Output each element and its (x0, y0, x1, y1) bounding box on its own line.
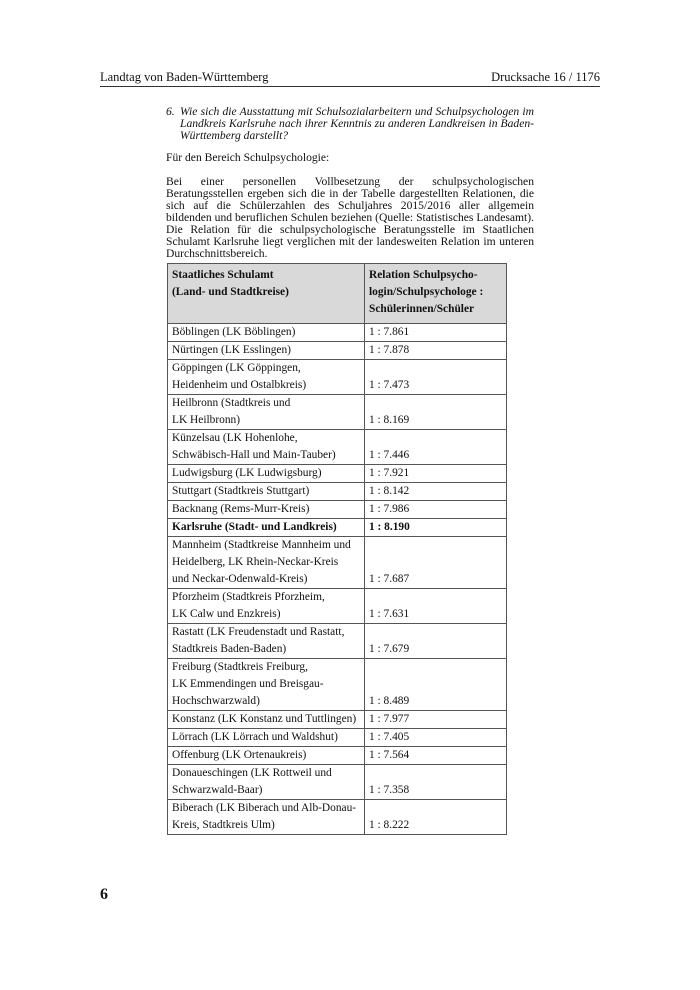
table-row (168, 483, 507, 501)
table-row (168, 765, 507, 800)
school-office-line: Pforzheim (Stadtkreis Pforzheim, (172, 591, 325, 603)
table-row (168, 747, 507, 765)
school-office-line: Kreis, Stadtkreis Ulm) (172, 819, 275, 831)
relation-cell: 1 : 8.142 (365, 483, 507, 501)
page-number: 6 (100, 886, 108, 903)
school-office-line: Konstanz (LK Konstanz und Tuttlingen) (172, 713, 357, 725)
school-office-line: Biberach (LK Biberach und Alb-Donau- (172, 802, 357, 814)
school-office-cell (168, 747, 365, 765)
school-office-line: Hochschwarzwald) (172, 695, 260, 707)
school-office-cell (168, 624, 365, 659)
relation-cell: 1 : 7.473 (365, 360, 507, 395)
column-header-line: login/Schulpsychologe : (369, 286, 484, 298)
relation-cell: 1 : 7.977 (365, 711, 507, 729)
relation-cell: 1 : 8.222 (365, 800, 507, 835)
column-header (365, 264, 507, 324)
table-row (168, 501, 507, 519)
school-office-line: Donaueschingen (LK Rottweil und (172, 767, 332, 779)
school-office-cell (168, 589, 365, 624)
relation-cell: 1 : 7.861 (365, 324, 507, 342)
column-header-line: (Land- und Stadtkreise) (172, 286, 289, 298)
table-row (168, 519, 507, 537)
relation-cell: 1 : 7.679 (365, 624, 507, 659)
school-office-line: Heidelberg, LK Rhein-Neckar-Kreis (172, 556, 339, 568)
school-office-line: Göppingen (LK Göppingen, (172, 362, 301, 374)
relation-cell: 1 : 7.446 (365, 430, 507, 465)
column-header-line: Schülerinnen/Schüler (369, 303, 475, 315)
table-row (168, 624, 507, 659)
relation-cell: 1 : 7.405 (365, 729, 507, 747)
school-office-line: Heidenheim und Ostalbkreis) (172, 379, 307, 391)
relation-cell: 1 : 8.169 (365, 395, 507, 430)
table-row (168, 342, 507, 360)
table-row (168, 465, 507, 483)
column-header-line: Relation Schulpsycho- (369, 269, 478, 281)
column-header-line: Staatliches Schulamt (172, 269, 274, 281)
school-office-cell (168, 465, 365, 483)
question-text: Wie sich die Ausstattung mit Schulsozialarbeitern und Schulpsychologen im Landkreis Karlsruhe nach ihrer Kenntnis zu anderen Landkreisen in Baden-Württemberg darstellt? (180, 105, 534, 142)
body-paragraph: Bei einer personellen Vollbesetzung der schulpsychologischen Beratungsstellen ergeben sich die in der Tabelle dargestellten Relationen, die sich auf die Schülerzahlen des Schuljahres 2015/2016 aller allgemein bildenden und beruflichen Schulen beziehen (Quelle: Statistisches Landesamt). Die Relation für die schulpsychologische Beratungsstelle im Staatlichen Schulamt Karlsruhe liegt verglichen mit der landesweiten Relation im unteren Durchschnittsbereich. (166, 175, 534, 260)
running-header (100, 70, 600, 87)
school-office-cell (168, 659, 365, 711)
table-row (168, 711, 507, 729)
table-row (168, 659, 507, 711)
school-office-cell (168, 430, 365, 465)
school-office-line: LK Emmendingen und Breisgau- (172, 678, 324, 690)
relation-cell: 1 : 8.190 (365, 519, 507, 537)
school-office-line: Offenburg (LK Ortenaukreis) (172, 749, 307, 761)
school-office-line: Böblingen (LK Böblingen) (172, 326, 296, 338)
school-office-line: Mannheim (Stadtkreise Mannheim und (172, 539, 351, 551)
question (166, 106, 534, 142)
question-number: 6. (166, 105, 175, 118)
school-office-line: Stadtkreis Baden-Baden) (172, 643, 287, 655)
school-office-line: Backnang (Rems-Murr-Kreis) (172, 503, 310, 515)
school-office-cell (168, 483, 365, 501)
table-row (168, 395, 507, 430)
school-office-cell (168, 729, 365, 747)
header-right: Drucksache 16 / 1176 (491, 70, 600, 84)
school-office-line: Heilbronn (Stadtkreis und (172, 397, 291, 409)
relation-cell: 1 : 7.564 (365, 747, 507, 765)
relation-table (167, 263, 507, 835)
school-office-line: Karlsruhe (Stadt- und Landkreis) (172, 521, 337, 533)
table-row (168, 360, 507, 395)
relation-cell: 1 : 7.631 (365, 589, 507, 624)
relation-cell: 1 : 7.358 (365, 765, 507, 800)
school-office-cell (168, 765, 365, 800)
table-row (168, 430, 507, 465)
relation-cell: 1 : 7.687 (365, 537, 507, 589)
school-office-cell (168, 324, 365, 342)
school-office-line: Nürtingen (LK Esslingen) (172, 344, 291, 356)
table-row (168, 729, 507, 747)
school-office-cell (168, 711, 365, 729)
school-office-cell (168, 800, 365, 835)
relation-cell: 1 : 7.878 (365, 342, 507, 360)
school-office-line: Schwäbisch-Hall und Main-Tauber) (172, 449, 336, 461)
school-office-cell (168, 342, 365, 360)
column-header (168, 264, 365, 324)
header-left: Landtag von Baden-Württemberg (100, 70, 269, 84)
relation-cell: 1 : 7.921 (365, 465, 507, 483)
school-office-line: LK Heilbronn) (172, 414, 241, 426)
school-office-line: Stuttgart (Stadtkreis Stuttgart) (172, 485, 310, 497)
table-row (168, 537, 507, 589)
school-office-line: Künzelsau (LK Hohenlohe, (172, 432, 298, 444)
relation-cell: 1 : 8.489 (365, 659, 507, 711)
school-office-line: LK Calw und Enzkreis) (172, 608, 281, 620)
school-office-line: und Neckar-Odenwald-Kreis) (172, 573, 308, 585)
school-office-cell (168, 537, 365, 589)
table-row (168, 800, 507, 835)
intro-text: Für den Bereich Schulpsychologie: (166, 151, 330, 164)
school-office-cell (168, 501, 365, 519)
school-office-line: Rastatt (LK Freudenstadt und Rastatt, (172, 626, 345, 638)
school-office-line: Ludwigsburg (LK Ludwigsburg) (172, 467, 322, 479)
table-row (168, 324, 507, 342)
school-office-line: Schwarzwald-Baar) (172, 784, 263, 796)
school-office-cell (168, 395, 365, 430)
table-body (168, 324, 507, 835)
school-office-line: Freiburg (Stadtkreis Freiburg, (172, 661, 308, 673)
school-office-line: Lörrach (LK Lörrach und Waldshut) (172, 731, 338, 743)
school-office-cell (168, 519, 365, 537)
relation-cell: 1 : 7.986 (365, 501, 507, 519)
school-office-cell (168, 360, 365, 395)
table-row (168, 589, 507, 624)
table-header-row (168, 264, 507, 324)
